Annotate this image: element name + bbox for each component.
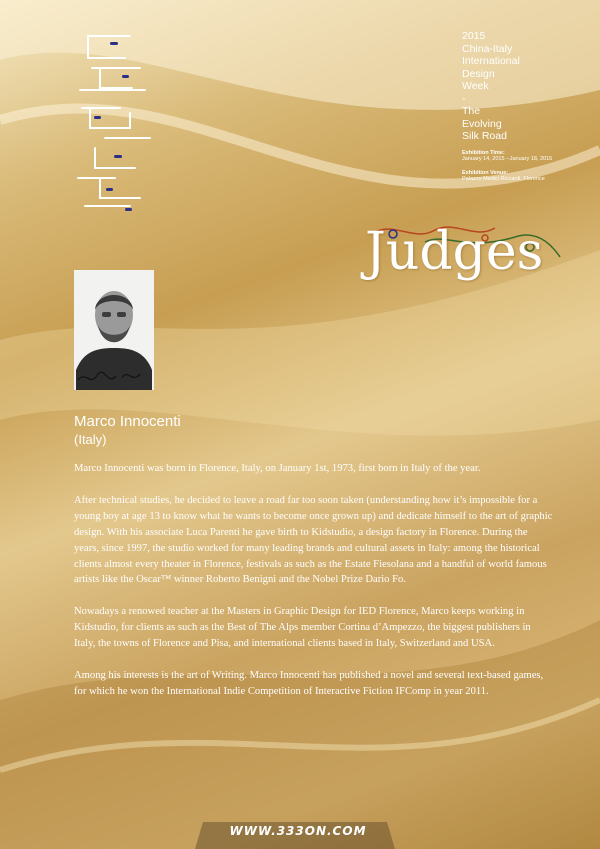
exhibition-time-value: January 14, 2015 --January 18, 2015 [462,155,553,162]
exhibition-venue-label: Exhibition Venue: [462,169,509,176]
silk-road-logo [70,28,160,218]
bio-paragraph: Among his interests is the art of Writing. Marco Innocenti has published a novel and several text-based games, for which he won the International Indie Competition of Interactive Fiction IFComp in year 2011. [74,670,544,697]
bio-paragraph: Marco Innocenti was born in Florence, Italy, on January 1st, 1973, first born in Italy of the year. [74,463,481,474]
exhibition-time-label: Exhibition Time: [462,149,505,156]
judge-name: Marco Innocenti [74,413,181,430]
judge-biography [74,461,554,716]
judges-heading: Judges [365,222,544,282]
portrait-image [74,270,154,390]
judges-title [365,222,565,302]
exhibition-venue-value: Palazzo Medici Riccardi, Florence [462,175,545,182]
event-heading: 2015 China-Italy International Design Week - The Evolving Silk Road [462,30,520,142]
bio-paragraph: Nowadays a renowed teacher at the Masters in Graphic Design for IED Florence, Marco keeps working in Kidstudio, for clients as such as the Best of The Alps member Cortina d’Ampezzo, the biggest publishers in Italy, the towns of Florence and Pisa, and international clients based in Italy, Switzerland and USA. [74,606,531,650]
judge-country: (Italy) [74,432,107,447]
footer-watermark [195,818,395,849]
event-info [462,30,592,183]
watermark-text: WWW.333ON.COM [229,824,367,838]
bio-paragraph: After technical studies, he decided to leave a road far too soon taken (understanding how it’s impossible for a young boy at age 13 to know what he wants to become once grown up) and dedicate himself to the art of graphic design. With his associate Luca Parenti he gave birth to Kidstudio, a design factory in Florence. During the years, since 1997, the studio worked for many leading brands and cultural assets in Italy: among the historical clients almost every theater in Florence, festivals as such as the Estate Fiesolana and a handful of world famous artists like the Oscar™ winner Roberto Benigni and the Nobel Prize Dario Fo. [74,494,553,586]
judge-portrait [74,270,154,390]
